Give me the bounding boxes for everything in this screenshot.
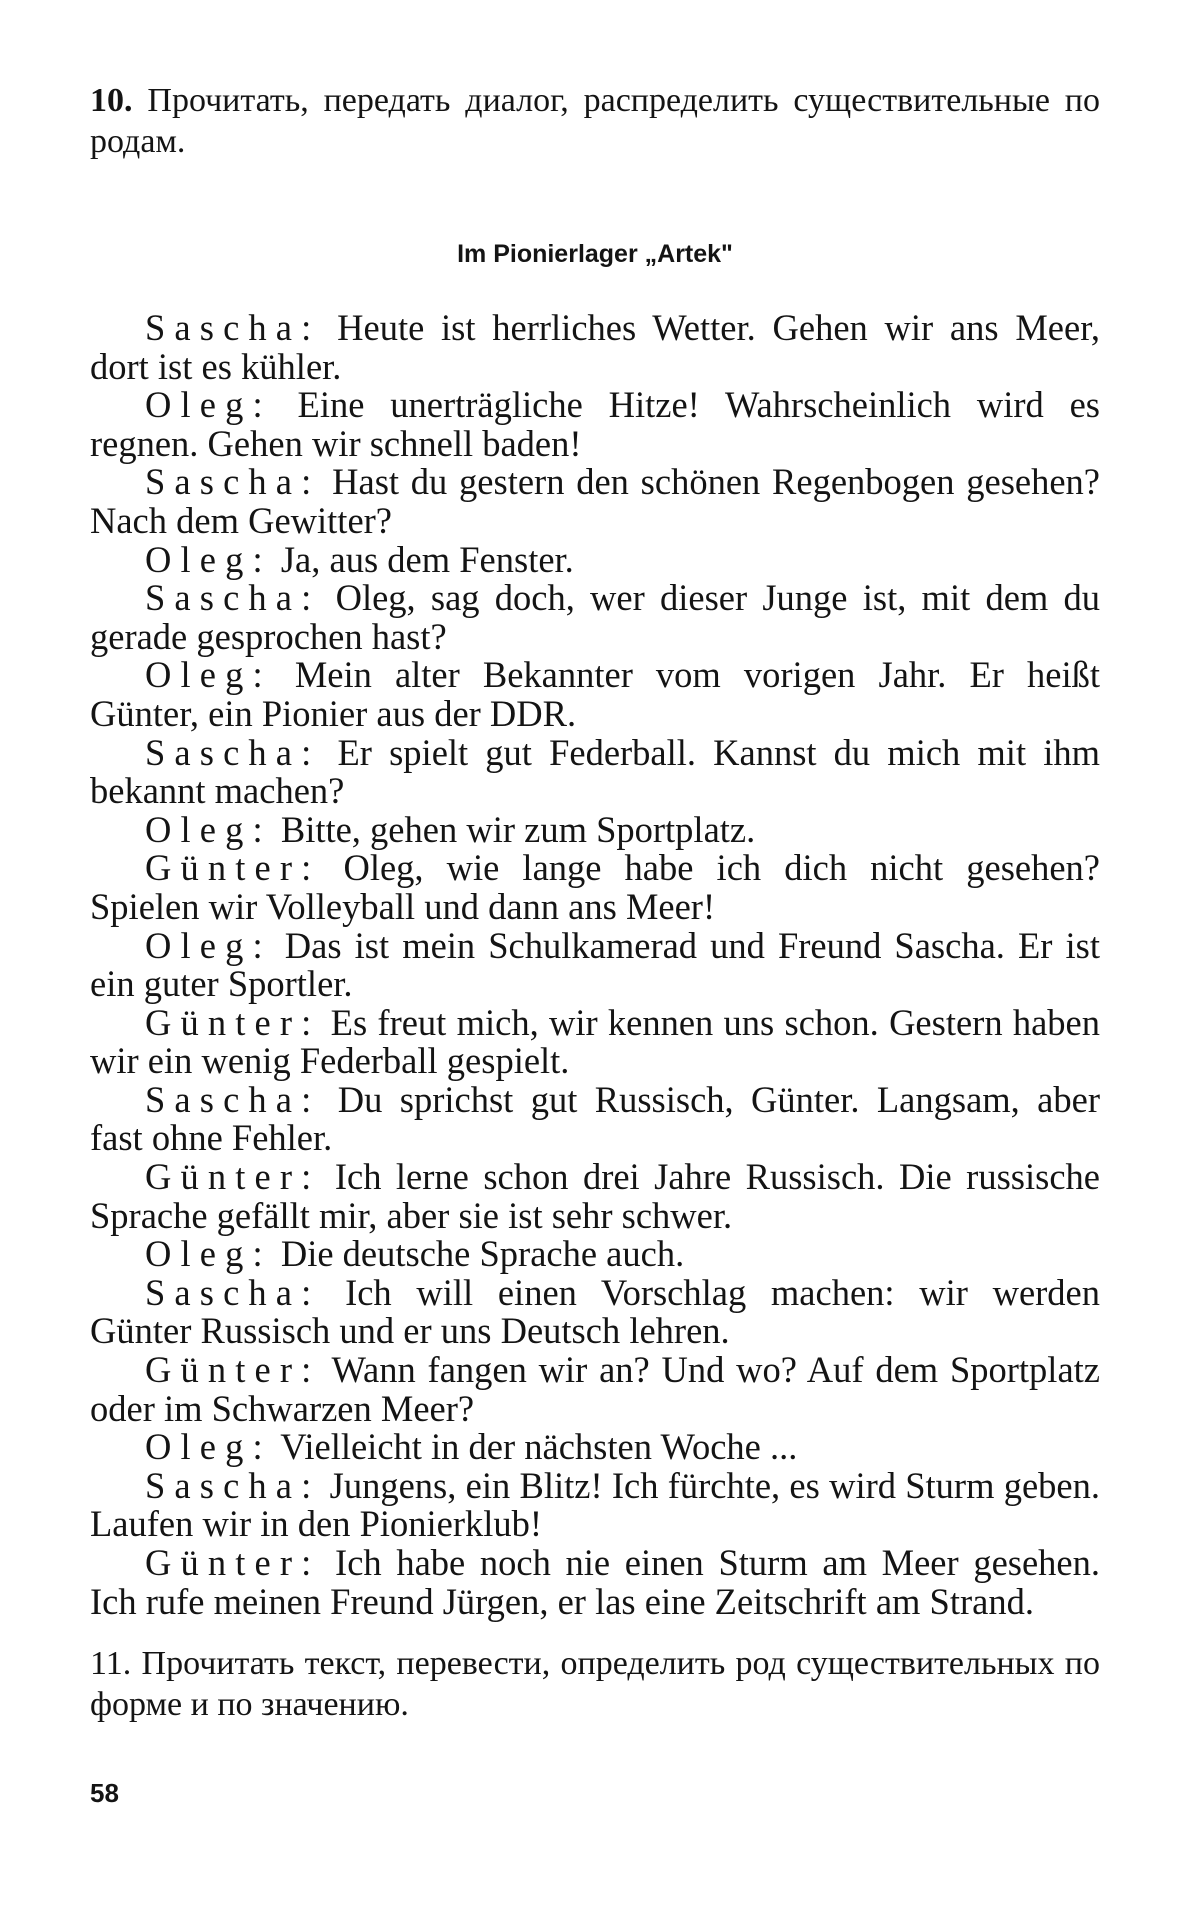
dialog-line xyxy=(90,656,1100,733)
dialog-speaker: Günter: xyxy=(145,1001,321,1043)
dialog-speaker: Oleg: xyxy=(145,1426,272,1468)
dialog-text: Hast du gestern den schönen Regenbogen gesehen? Nach dem Gewitter? xyxy=(90,461,1100,541)
exercise-11-text: Прочитать текст, перевести, определить род существительных по форме и по значению. xyxy=(90,1645,1100,1724)
dialog-speaker: Sascha: xyxy=(145,731,321,773)
dialog-line xyxy=(90,1271,1101,1352)
page-number: 58 xyxy=(90,1778,119,1808)
dialog-text: Ich lerne schon drei Jahre Russisch. Die russische Sprache gefällt mir, aber sie ist sehr schwer. xyxy=(90,1156,1100,1236)
dialog-line xyxy=(90,1001,1101,1082)
dialog-text: Ich will einen Vorschlag machen: wir werden Günter Russisch und er uns Deutsch lehren. xyxy=(90,1271,1101,1352)
exercise-10-text: Прочитать, передать диалог, распределить существительные по родам. xyxy=(90,82,1101,160)
dialog-line xyxy=(90,731,1101,812)
dialog-speaker: Günter: xyxy=(145,847,321,889)
dialog-line xyxy=(90,1428,1100,1467)
dialog-speaker: Oleg: xyxy=(145,384,272,426)
dialog-text: Vielleicht in der nächsten Woche ... xyxy=(280,1426,798,1468)
dialog-text: Wann fangen wir an? Und wo? Auf dem Sportplatz oder im Schwarzen Meer? xyxy=(90,1349,1100,1429)
dialog-speaker: Sascha: xyxy=(145,1078,321,1120)
dialog-line xyxy=(90,579,1100,656)
dialog-speaker: Günter: xyxy=(145,1349,321,1391)
dialog-text: Oleg, wie lange habe ich dich nicht gesehen? Spielen wir Volleyball und dann ans Meer! xyxy=(90,847,1101,927)
dialog-speaker: Oleg: xyxy=(145,538,272,580)
exercise-11-instruction xyxy=(90,1643,1100,1725)
exercise-10-instruction xyxy=(90,80,1100,162)
dialog-text: Das ist mein Schulkamerad und Freund Sascha. Er ist ein guter Sportler. xyxy=(90,924,1100,1005)
dialog-speaker: Oleg: xyxy=(145,924,272,966)
dialog-text: Eine unerträgliche Hitze! Wahrscheinlich wird es regnen. Gehen wir schnell baden! xyxy=(90,384,1101,464)
dialog-line xyxy=(90,538,1100,580)
exercise-10-number: 10. xyxy=(90,82,133,119)
dialog-line xyxy=(90,1544,1100,1621)
dialog-line xyxy=(90,1464,1101,1545)
dialog-text: Die deutsche Sprache auch. xyxy=(280,1233,685,1275)
dialog-title: Im Pionierlager „Artek" xyxy=(457,240,733,268)
dialog-line xyxy=(90,463,1100,540)
dialog-line xyxy=(90,386,1100,463)
dialog-speaker: Sascha: xyxy=(145,577,321,619)
dialog-speaker: Sascha: xyxy=(145,1464,321,1506)
dialog-text: Jungens, ein Blitz! Ich fürchte, es wird Sturm geben. Laufen wir in den Pionierklub! xyxy=(90,1464,1101,1545)
dialog-text: Ich habe noch nie einen Sturm am Meer gesehen. Ich rufe meinen Freund Jürgen, er las eine Zeitschrift am Strand. xyxy=(90,1542,1101,1622)
dialog-text: Du sprichst gut Russisch, Günter. Langsam, aber fast ohne Fehler. xyxy=(90,1078,1100,1159)
dialog-speaker: Oleg: xyxy=(145,808,272,850)
dialog-text: Es freut mich, wir kennen uns schon. Gestern haben wir ein wenig Federball gespielt. xyxy=(90,1001,1101,1082)
dialog-line xyxy=(90,309,1100,386)
dialog-text: Er spielt gut Federball. Kannst du mich mit ihm bekannt machen? xyxy=(90,731,1101,812)
dialog-text: Mein alter Bekannter vom vorigen Jahr. Er heißt Günter, ein Pionier aus der DDR. xyxy=(90,654,1101,734)
dialog-line xyxy=(90,1078,1100,1159)
exercise-11-number: 11. xyxy=(90,1645,132,1683)
dialog-line xyxy=(90,808,1100,850)
dialog-line xyxy=(90,1351,1100,1428)
dialog xyxy=(90,309,1100,1621)
dialog-text: Heute ist herrliches Wetter. Gehen wir ans Meer, dort ist es kühler. xyxy=(90,307,1101,387)
book-page xyxy=(90,80,1100,1725)
dialog-text: Ja, aus dem Fenster. xyxy=(280,538,574,580)
dialog-line xyxy=(90,1235,1100,1274)
dialog-speaker: Günter: xyxy=(145,1542,321,1583)
dialog-text: Oleg, sag doch, wer dieser Junge ist, mit dem du gerade gesprochen hast? xyxy=(90,577,1100,657)
dialog-speaker: Sascha: xyxy=(145,461,321,503)
dialog-speaker: Oleg: xyxy=(145,1233,272,1275)
dialog-line xyxy=(90,1158,1100,1235)
dialog-speaker: Sascha: xyxy=(145,1271,321,1313)
dialog-speaker: Oleg: xyxy=(145,654,272,696)
dialog-text: Bitte, gehen wir zum Sportplatz. xyxy=(280,808,756,850)
dialog-line xyxy=(90,849,1100,926)
dialog-speaker: Sascha: xyxy=(145,307,321,348)
dialog-speaker: Günter: xyxy=(145,1156,321,1198)
dialog-line xyxy=(90,924,1100,1005)
